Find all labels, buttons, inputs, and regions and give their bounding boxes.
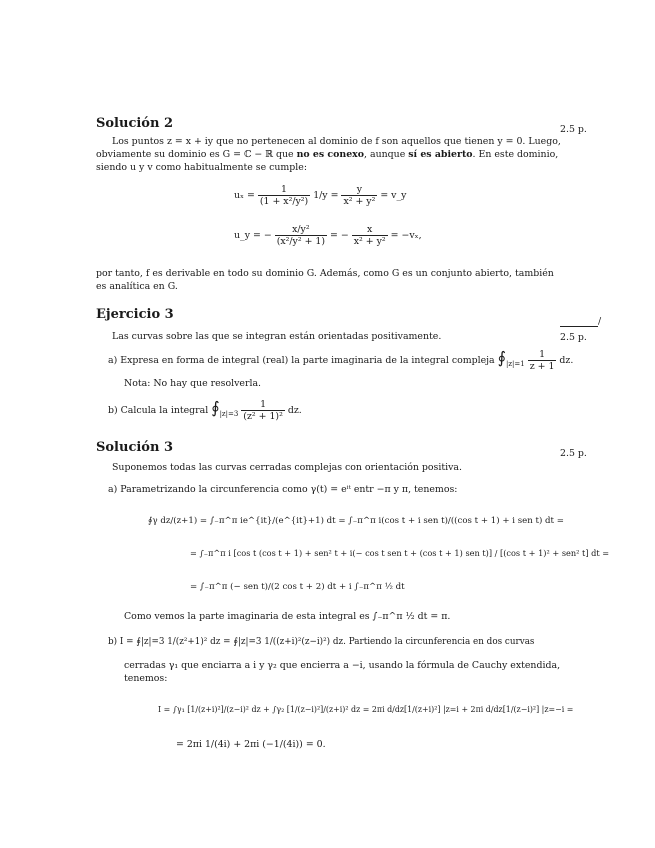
- equation-u-y: u_y = − $\frac{\text{x/y²}}{\text{(x²/y² + 1)}}$ = − $\frac{x}{\text{x² + y²}}$ = −vₓ,: [234, 224, 422, 247]
- paragraph-line: Los puntos z = x + iy que no pertenecen al dominio de f son aquellos que tienen y = 0. Luego,: [112, 136, 561, 147]
- exercise-item-b: b) Calcula la integral $∮_{|z|=3}$ $\frac{1}{\text{(z² + 1)²}}$ dz.: [108, 398, 302, 422]
- score-line: [560, 326, 598, 327]
- equation-line: = ∫₋π^π i [cos t (cos t + 1) + sen² t + i(− cos t sen t + (cos t + 1) sen t)] / [(cos t + 1)² + sen² t] dt =: [190, 548, 610, 558]
- points-label: 2.5 p.: [560, 332, 587, 343]
- equation-line: = ∫₋π^π (− sen t)/(2 cos t + 2) dt + i ∫₋π^π ½ dt: [190, 582, 405, 592]
- conclusion-text: Como vemos la parte imaginaria de esta integral es ∫₋π^π ½ dt = π.: [124, 611, 451, 622]
- section-title-solucion-2: Solución 2: [96, 116, 173, 131]
- section-title-solucion-3: Solución 3: [96, 440, 173, 455]
- paragraph-line: Las curvas sobre las que se integran están orientadas positivamente.: [112, 331, 442, 342]
- paragraph-line: obviamente su dominio es G = ℂ − ℝ que no es conexo, aunque sí es abierto. En este dominio,: [96, 149, 559, 160]
- paragraph-line: Suponemos todas las curvas cerradas complejas con orientación positiva.: [112, 462, 462, 473]
- section-title-ejercicio-3: Ejercicio 3: [96, 307, 174, 322]
- points-label: 2.5 p.: [560, 124, 587, 135]
- solution-item-b: b) I = ∮|z|=3 1/(z²+1)² dz = ∮|z|=3 1/((z+i)²(z−i)²) dz. Partiendo la circunferencia en dos curvas: [108, 637, 535, 647]
- paragraph-line: por tanto, f es derivable en todo su dominio G. Además, como G es un conjunto abierto, también: [96, 268, 554, 279]
- equation-line: ∮γ dz/(z+1) = ∫₋π^π ie^{it}/(e^{it}+1) dt = ∫₋π^π i(cos t + i sen t)/((cos t + 1) + i sen t) dt =: [148, 516, 564, 526]
- exercise-item-a: a) Expresa en forma de integral (real) la parte imaginaria de la integral compleja $∮_{|z|=1}$ $\frac{1}{z + 1}$ dz.: [108, 348, 574, 372]
- paragraph-line: tenemos:: [124, 673, 168, 684]
- score-slash: /: [598, 316, 602, 327]
- note-text: Nota: No hay que resolverla.: [124, 378, 262, 389]
- equation-u-x: uₓ = $\frac{1}{\text{(1 + x²/y²)}}$ 1/y = $\frac{y}{\text{x² + y²}}$ = v_y: [234, 184, 407, 207]
- paragraph-line: es analítica en G.: [96, 281, 178, 292]
- equation-line: = 2πi 1/(4i) + 2πi (−1/(4i)) = 0.: [176, 739, 326, 750]
- paragraph-line: cerradas γ₁ que enciarra a i y γ₂ que encierra a −i, usando la fórmula de Cauchy extendida,: [124, 660, 561, 671]
- paragraph-line: siendo u y v como habitualmente se cumple:: [96, 162, 308, 173]
- equation-line: I = ∫γ₁ [1/(z+i)²]/(z−i)² dz + ∫γ₂ [1/(z−i)²]/(z+i)² dz = 2πi d/dz[1/(z+i)²] |z=i + 2πi d/dz[1/(z−i)²] |z=−i =: [158, 705, 574, 714]
- points-label: 2.5 p.: [560, 448, 587, 459]
- solution-item-a: a) Parametrizando la circunferencia como γ(t) = eⁱᵗ entr −π y π, tenemos:: [108, 484, 458, 495]
